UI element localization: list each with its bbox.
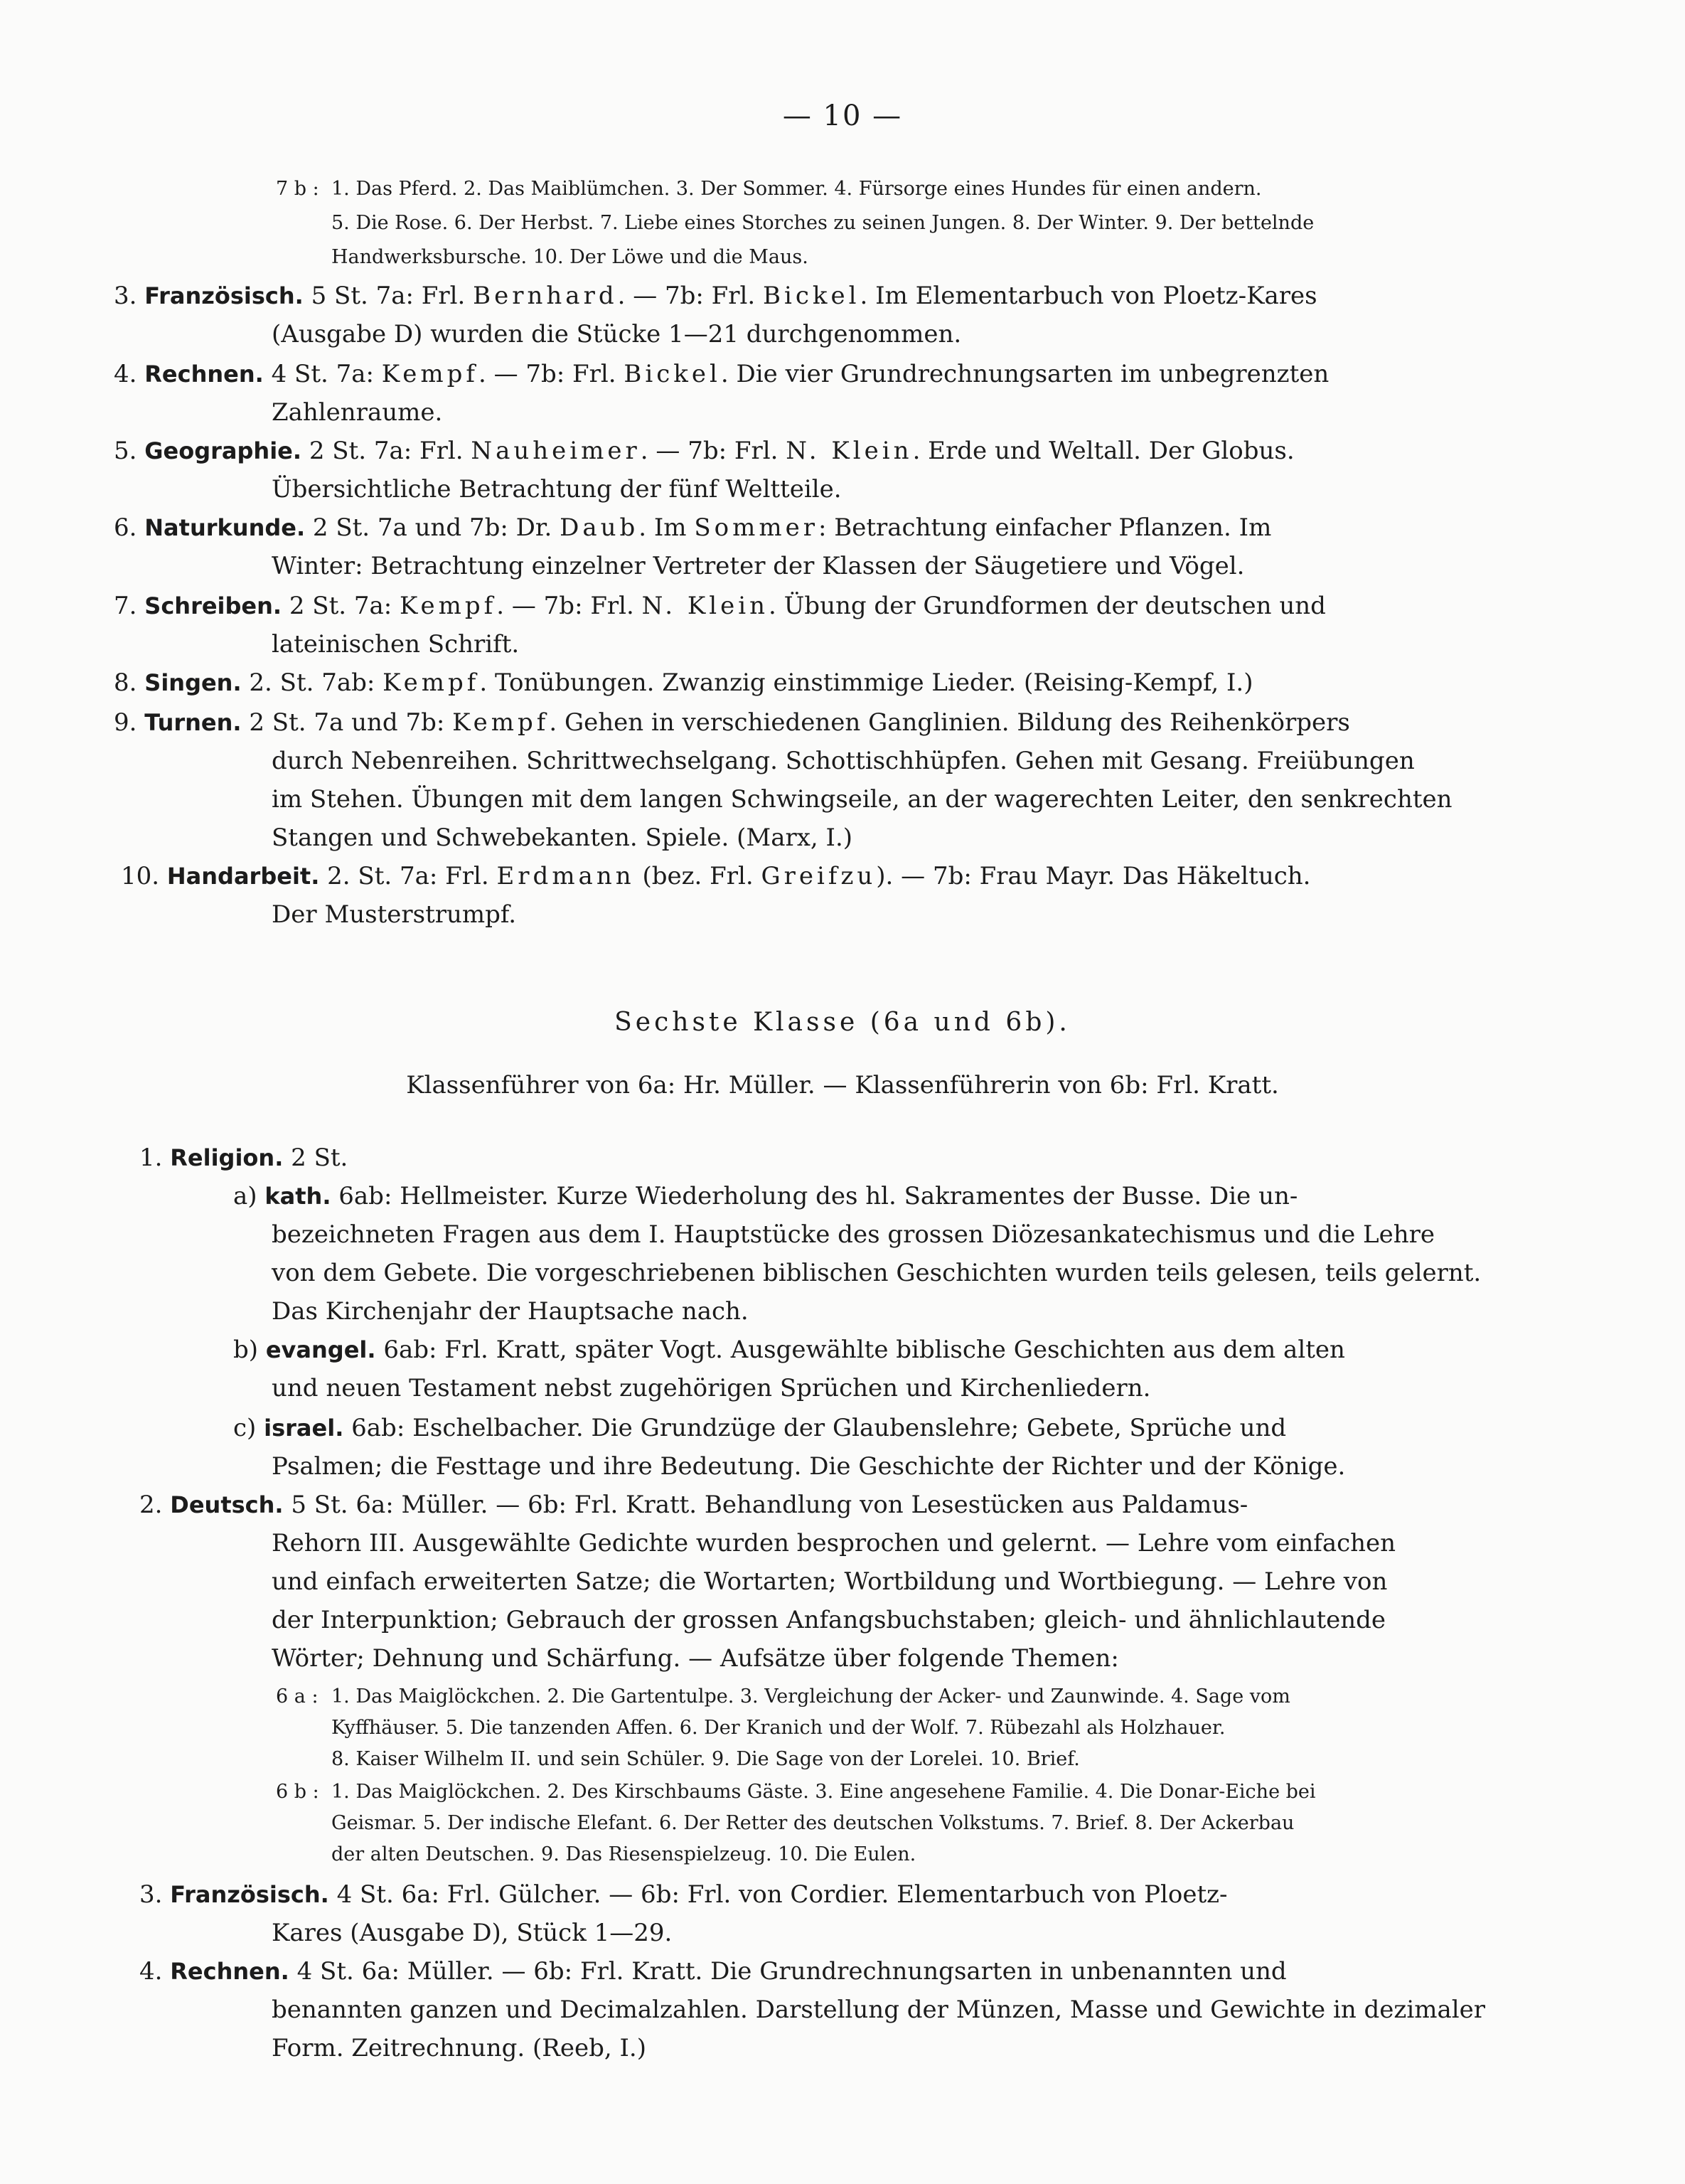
text-line: (Ausgabe D) wurden die Stücke 1—21 durchgenommen. <box>272 320 962 348</box>
teacher-name: Kempf <box>452 708 550 737</box>
text-line: Rehorn III. Ausgewählte Gedichte wurden besprochen und gelernt. — Lehre vom einfachen <box>272 1529 1396 1557</box>
subject-text: 5 St. 7a: Frl. <box>303 282 474 310</box>
subject-name: Singen. <box>144 669 242 696</box>
subject-entry <box>114 282 1317 310</box>
subject-text: . Gehen in verschiedenen Ganglinien. Bildung des Reihenkörpers <box>549 708 1350 737</box>
subject-number: 4. <box>139 1957 163 1986</box>
subject-text: . Im <box>638 513 695 542</box>
subject-text: 4 St. 7a: <box>263 360 382 388</box>
teacher-name: Daub <box>560 513 639 542</box>
subject-rechnen <box>139 1957 1287 1986</box>
teacher-name: Kempf <box>400 592 497 620</box>
subject-text: . Übung der Grundformen der deutschen und <box>769 592 1326 620</box>
subject-name: Schreiben. <box>144 592 282 619</box>
subject-text: 4 St. 6a: Frl. Gülcher. — 6b: Frl. von Cordier. Elementarbuch von Ploetz- <box>328 1880 1228 1909</box>
subject-number: 3. <box>139 1880 163 1909</box>
text-line: durch Nebenreihen. Schrittwechselgang. Schottischhüpfen. Gehen mit Gesang. Freiübungen <box>272 747 1415 775</box>
subject-name: Naturkunde. <box>144 514 306 541</box>
subject-name: Französisch. <box>144 282 304 309</box>
essay-line: Handwerksbursche. 10. Der Löwe und die Maus. <box>331 246 808 268</box>
text-line: Form. Zeitrechnung. (Reeb, I.) <box>272 2034 646 2062</box>
subject-name: Deutsch. <box>170 1491 284 1518</box>
text-line: Stangen und Schwebekanten. Spiele. (Marx, I.) <box>272 824 853 852</box>
subject-entry <box>114 708 1350 737</box>
teacher-name: Sommer <box>694 513 818 542</box>
text-line: bezeichneten Fragen aus dem I. Hauptstücke des grossen Diözesankatechismus und die Lehre <box>272 1220 1435 1249</box>
item-text: 6ab: Hellmeister. Kurze Wiederholung des hl. Sakramentes der Busse. Die un- <box>331 1182 1298 1210</box>
item-text: 6ab: Frl. Kratt, später Vogt. Ausgewählte biblische Geschichten aus dem alten <box>375 1336 1345 1364</box>
text-line: Wörter; Dehnung und Schärfung. — Aufsätze über folgende Themen: <box>272 1644 1119 1673</box>
essay-label-6b: 6 b : <box>276 1781 319 1803</box>
text-line: Psalmen; die Festtage und ihre Bedeutung. Die Geschichte der Richter und der Könige. <box>272 1452 1346 1481</box>
item-name: israel. <box>264 1415 344 1442</box>
subject-text: 2. St. 7ab: <box>241 668 383 697</box>
essay-label-6a: 6 a : <box>276 1685 319 1708</box>
essay-line: Kyffhäuser. 5. Die tanzenden Affen. 6. Der Kranich und der Wolf. 7. Rübezahl als Holzhauer. <box>331 1717 1226 1739</box>
subject-number: 7. <box>114 592 137 620</box>
text-line: und einfach erweiterten Satze; die Wortarten; Wortbildung und Wortbiegung. — Lehre von <box>272 1567 1388 1596</box>
subject-text: 2 St. 7a und 7b: <box>241 708 453 737</box>
subject-number: 3. <box>114 282 137 310</box>
essay-line: 1. Das Pferd. 2. Das Maiblümchen. 3. Der Sommer. 4. Fürsorge eines Hundes für einen andern. <box>331 178 1262 200</box>
subject-text: 2 St. 7a: Frl. <box>301 437 471 465</box>
subject-entry <box>114 437 1295 465</box>
text-line: Winter: Betrachtung einzelner Vertreter der Klassen der Säugetiere und Vögel. <box>272 552 1245 580</box>
teacher-name: Bickel <box>624 360 721 388</box>
page-number: — 10 — <box>782 100 903 132</box>
teacher-name: N. Klein <box>786 437 913 465</box>
teacher-name: Nauheimer <box>471 437 641 465</box>
text-line: Zahlenraume. <box>272 398 443 427</box>
subject-number: 4. <box>114 360 137 388</box>
subject-entry <box>121 862 1310 890</box>
religion-israel <box>233 1414 1286 1442</box>
subject-text: . Tonübungen. Zwanzig einstimmige Lieder. (Reising-Kempf, I.) <box>479 668 1253 697</box>
subject-entry <box>114 360 1329 388</box>
subject-text: . Erde und Weltall. Der Globus. <box>912 437 1295 465</box>
subject-text: 2. St. 7a: Frl. <box>319 862 497 890</box>
item-label: a) <box>233 1182 257 1210</box>
essay-line: 1. Das Maiglöckchen. 2. Die Gartentulpe. 3. Vergleichung der Acker- und Zaunwinde. 4. Sage vom <box>331 1685 1290 1708</box>
text-line: benannten ganzen und Decimalzahlen. Darstellung der Münzen, Masse und Gewichte in dezimaler <box>272 1996 1485 2024</box>
subject-entry <box>114 513 1271 542</box>
subject-text: . — 7b: Frl. <box>478 360 624 388</box>
subject-entry <box>114 592 1326 620</box>
subject-number: 8. <box>114 668 137 697</box>
teacher-name: Kempf <box>383 668 480 697</box>
teacher-name: Kempf <box>381 360 478 388</box>
item-label: c) <box>233 1414 257 1442</box>
subject-entry <box>114 668 1253 697</box>
text-line: Das Kirchenjahr der Hauptsache nach. <box>272 1297 749 1326</box>
item-name: kath. <box>264 1183 331 1210</box>
religion-evangel <box>233 1336 1345 1364</box>
essay-line: 5. Die Rose. 6. Der Herbst. 7. Liebe eines Storches zu seinen Jungen. 8. Der Winter. 9. Der bettelnde <box>331 212 1315 234</box>
item-name: evangel. <box>265 1336 376 1363</box>
subject-text: . Die vier Grundrechnungsarten im unbegrenzten <box>720 360 1330 388</box>
essay-label-7b: 7 b : <box>276 178 319 200</box>
subject-name: Französisch. <box>170 1881 329 1908</box>
item-label: b) <box>233 1336 259 1364</box>
subject-number: 5. <box>114 437 137 465</box>
subject-deutsch <box>139 1491 1248 1519</box>
subject-name: Religion. <box>170 1144 284 1171</box>
essay-line: Geismar. 5. Der indische Elefant. 6. Der Retter des deutschen Volkstums. 7. Brief. 8. Der Ackerbau <box>331 1812 1295 1834</box>
text-line: und neuen Testament nebst zugehörigen Sprüchen und Kirchenliedern. <box>272 1374 1151 1402</box>
teacher-name: Erdmann <box>496 862 635 890</box>
subject-number: 6. <box>114 513 137 542</box>
subject-text: . — 7b: Frl. <box>617 282 764 310</box>
subject-name: Geographie. <box>144 437 302 464</box>
essay-line: der alten Deutschen. 9. Das Riesenspielzeug. 10. Die Eulen. <box>331 1843 916 1865</box>
text-line: Der Musterstrumpf. <box>272 900 517 929</box>
subject-number: 2. <box>139 1491 163 1519</box>
subject-text: 2 St. 7a: <box>282 592 400 620</box>
teacher-name: Bernhard <box>473 282 618 310</box>
subject-name: Rechnen. <box>144 361 264 388</box>
text-line: der Interpunktion; Gebrauch der grossen Anfangsbuchstaben; gleich- und ähnlichlautende <box>272 1606 1386 1634</box>
text-line: lateinischen Schrift. <box>272 630 520 659</box>
subject-text: . — 7b: Frl. <box>640 437 786 465</box>
subject-name: Rechnen. <box>170 1958 289 1985</box>
subject-religion <box>139 1144 348 1172</box>
subject-text: . Im Elementarbuch von Ploetz-Kares <box>860 282 1317 310</box>
text-line: im Stehen. Übungen mit dem langen Schwingseile, an der wagerechten Leiter, den senkrechten <box>272 785 1453 814</box>
text-line: von dem Gebete. Die vorgeschriebenen biblischen Geschichten wurden teils gelesen, teils gelernt. <box>272 1259 1482 1287</box>
subject-text: . — 7b: Frl. <box>496 592 642 620</box>
item-text: 6ab: Eschelbacher. Die Grundzüge der Glaubenslehre; Gebete, Sprüche und <box>343 1414 1287 1442</box>
subject-text: : Betrachtung einfacher Pflanzen. Im <box>818 513 1272 542</box>
subject-number: 1. <box>139 1144 163 1172</box>
teacher-name: Bickel <box>763 282 860 310</box>
subject-name: Handarbeit. <box>166 863 320 890</box>
text-line: Kares (Ausgabe D), Stück 1—29. <box>272 1919 673 1947</box>
subject-number: 9. <box>114 708 137 737</box>
class-leaders: Klassenführer von 6a: Hr. Müller. — Klassenführerin von 6b: Frl. Kratt. <box>406 1071 1279 1099</box>
subject-hours: 2 St. <box>283 1144 348 1172</box>
teacher-name: Greifzu <box>761 862 877 890</box>
essay-line: 8. Kaiser Wilhelm II. und sein Schüler. 9. Die Sage von der Lorelei. 10. Brief. <box>331 1748 1080 1770</box>
subject-text: 5 St. 6a: Müller. — 6b: Frl. Kratt. Behandlung von Lesestücken aus Paldamus- <box>283 1491 1248 1519</box>
teacher-name: N. Klein <box>641 592 769 620</box>
section-heading: Sechste Klasse (6a und 6b). <box>614 1008 1071 1037</box>
subject-text: (bez. Frl. <box>634 862 761 890</box>
subject-number: 10. <box>121 862 160 890</box>
religion-kath <box>233 1182 1298 1210</box>
subject-franzoesisch <box>139 1880 1228 1909</box>
essay-line: 1. Das Maiglöckchen. 2. Des Kirschbaums Gäste. 3. Eine angesehene Familie. 4. Die Donar-Eiche bei <box>331 1781 1316 1803</box>
text-line: Übersichtliche Betrachtung der fünf Weltteile. <box>272 475 842 504</box>
subject-text: 2 St. 7a und 7b: Dr. <box>305 513 560 542</box>
subject-text: 4 St. 6a: Müller. — 6b: Frl. Kratt. Die Grundrechnungsarten in unbenannten und <box>289 1957 1287 1986</box>
subject-name: Turnen. <box>144 709 242 736</box>
subject-text: ). — 7b: Frau Mayr. Das Häkeltuch. <box>876 862 1311 890</box>
